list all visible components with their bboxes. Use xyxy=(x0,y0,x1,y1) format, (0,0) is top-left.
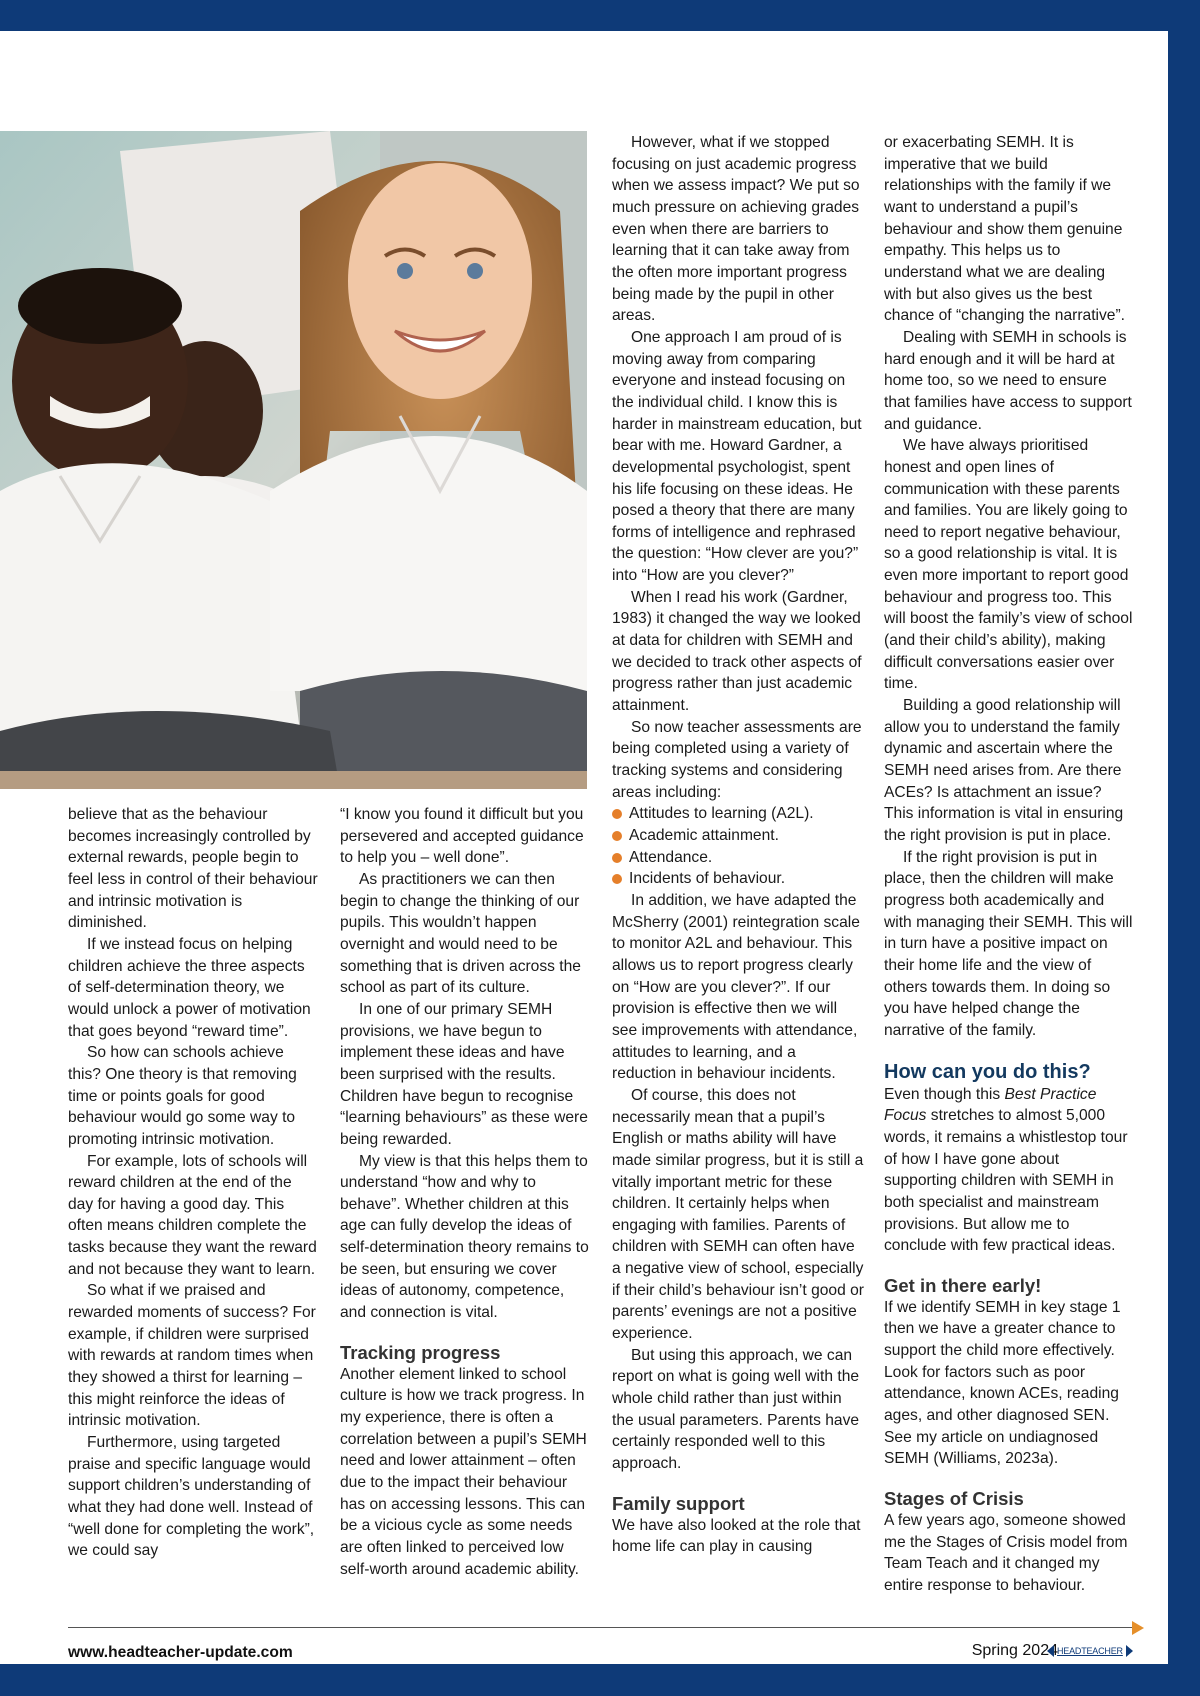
page xyxy=(0,31,1168,1664)
list-item: Attendance. xyxy=(612,847,864,869)
spacer xyxy=(884,1257,1134,1275)
paragraph: So what if we praised and rewarded moments of success? For example, if children were surprised with rewards at random times when they showed a thirst for learning – this might reinforce the ideas of intrinsic motivation. xyxy=(68,1282,316,1430)
section-heading-get-in-there-early: Get in there early! xyxy=(884,1274,1042,1296)
list-item: Attitudes to learning (A2L). xyxy=(612,803,864,825)
footer-issue-date: Spring 2024 xyxy=(971,1642,1058,1659)
section-heading-family-support: Family support xyxy=(612,1492,745,1514)
paragraph xyxy=(884,1084,1134,1257)
article-column-2 xyxy=(340,804,590,1580)
paragraph: If we instead focus on helping children achieve the three aspects of self-determination theory, we would unlock a power of motivation that goes beyond “reward time”. xyxy=(68,935,311,1040)
next-page-arrow-icon[interactable] xyxy=(1132,1621,1144,1635)
paragraph: Furthermore, using targeted praise and specific language would support children’s understanding of what they had done well. Instead of “well done for completing the work”, we could say xyxy=(68,1434,315,1560)
right-triangle-icon xyxy=(1126,1645,1133,1657)
section-heading-stages-of-crisis: Stages of Crisis xyxy=(884,1488,1024,1510)
paragraph: One approach I am proud of is moving away from comparing everyone and instead focusing on the individual child. I know this is harder in mainstream education, but bear with me. Howard Gardner, a developmental psychologist, spent his life focusing on these ideas. He posed a theory that there are many forms of intelligence and rephrased the question: “How clever are you?” into “How are you clever?” xyxy=(612,328,862,585)
children-photo xyxy=(0,131,587,789)
text-run: Even though this xyxy=(884,1085,1005,1103)
article-column-3 xyxy=(612,132,864,1558)
paragraph: We have always prioritised honest and open lines of communication with these parents and families. You are likely going to need to report negative behaviour, so a good relationship is vital. It is even more important to report good behaviour and progress too. This will boost the family’s view of school (and their child’s ability), making difficult conversations easier over time. xyxy=(884,437,1133,693)
paragraph: or exacerbating SEMH. It is imperative that we build relationships with the family if we want to understand a pupil’s behaviour and show them genuine empathy. This helps us to understand what we are dealing with but also gives us the best chance of “changing the narrative”. xyxy=(884,134,1125,325)
paragraph: We have also looked at the role that home life can play in causing xyxy=(612,1516,861,1556)
paragraph: Building a good relationship will allow you to understand the family dynamic and ascertain where the SEMH need arises from. Are there ACEs? Is attachment an issue? This information is vital in ensuring the right provision is put in place. xyxy=(884,697,1124,844)
paragraph: As practitioners we can then begin to change the thinking of our pupils. This wouldn’t happen overnight and would need to be something that is driven across the school as part of its culture. xyxy=(340,870,581,997)
footer-divider xyxy=(68,1627,1132,1628)
paragraph: Of course, this does not necessarily mean that a pupil’s English or maths ability will have made similar progress, but it is still a vitally important metric for these children. It certainly helps when engaging with families. Parents of children with SEMH can often have a negative view of school, especially if their child’s behaviour isn’t good or parents’ evenings are not a positive experience. xyxy=(612,1086,864,1343)
text-run: stretches to almost 5,000 words, it remains a whistlestop tour of how I have gone about supporting children with SEMH in both specialist and mainstream provisions. But allow me to conclude with few practical ideas. xyxy=(884,1107,1128,1255)
section-heading-how-can-you-do-this: How can you do this? xyxy=(884,1060,1091,1083)
footer-website-link[interactable]: www.headteacher-update.com xyxy=(68,1644,293,1661)
list-item: Academic attainment. xyxy=(612,825,864,847)
spacer xyxy=(340,1324,590,1342)
section-heading-tracking-progress: Tracking progress xyxy=(340,1341,501,1363)
bullet-list xyxy=(612,803,864,890)
paragraph: So now teacher assessments are being completed using a variety of tracking systems and considering areas including: xyxy=(612,718,862,801)
left-triangle-icon xyxy=(1047,1645,1054,1657)
paragraph: For example, lots of schools will reward children at the end of the day for having a good day. This often means children complete the tasks because they want the reward and not because they want to learn. xyxy=(68,1152,317,1278)
paragraph: But using this approach, we can report on what is going well with the whole child rather than just within the usual parameters. Parents have certainly responded well to this approach. xyxy=(612,1346,860,1473)
paragraph: If we identify SEMH in key stage 1 then we have a greater chance to support the child more effectively. Look for factors such as poor attendance, known ACEs, reading ages, and other diagnosed SEN. See my article on undiagnosed SEMH (Williams, 2023a). xyxy=(884,1298,1121,1468)
paragraph: My view is that this helps them to understand “how and why to behave”. Whether children at this age can fully develop the ideas of self-determination theory remains to be seen, but ensuring we cover ideas of autonomy, competence, and connection is vital. xyxy=(340,1152,589,1322)
spacer xyxy=(612,1475,864,1493)
paragraph: So how can schools achieve this? One theory is that removing time or points goals for good behaviour would go some way to promoting intrinsic motivation. xyxy=(68,1044,297,1148)
article-column-4 xyxy=(884,132,1134,1597)
paragraph: A few years ago, someone showed me the Stages of Crisis model from Team Teach and it changed my entire response to behaviour. xyxy=(884,1512,1128,1595)
paragraph: When I read his work (Gardner, 1983) it changed the way we looked at data for children with SEMH and we decided to track other aspects of progress rather than just academic attainment. xyxy=(612,588,862,715)
list-item: Incidents of behaviour. xyxy=(612,868,864,890)
paragraph: In addition, we have adapted the McSherry (2001) reintegration scale to monitor A2L and behaviour. This allows us to report progress clearly on “How are you clever?”. If our provision is effective then we will see improvements with attendance, attitudes to learning, and a reduction in behaviour incidents. xyxy=(612,891,860,1083)
paragraph: If the right provision is put in place, then the children will make progress both academically and with managing their SEMH. This will in turn have a positive impact on their home life and the view of others towards them. In doing so you have helped change the narrative of the family. xyxy=(884,848,1133,1039)
article-column-1 xyxy=(68,804,318,1562)
paragraph: In one of our primary SEMH provisions, we have begun to implement these ideas and have been surprised with the results. Children have begun to recognise “learning behaviours” as these were being rewarded. xyxy=(340,1000,588,1148)
paragraph: However, what if we stopped focusing on just academic progress when we assess impact? We put so much pressure on achieving grades even when there are barriers to learning that it can take away from the often more important progress being made by the pupil in other areas. xyxy=(612,134,860,325)
paragraph: believe that as the behaviour becomes increasingly controlled by external rewards, people begin to feel less in control of their behaviour and intrinsic motivation is diminished. xyxy=(68,806,318,932)
spacer xyxy=(884,1470,1134,1488)
paragraph: Dealing with SEMH in schools is hard enough and it will be hard at home too, so we need to ensure that families have access to support and guidance. xyxy=(884,328,1132,433)
footer-logo xyxy=(1047,1640,1131,1662)
logo-wordmark: HEADTEACHER xyxy=(1057,1646,1123,1656)
paragraph: Another element linked to school culture is how we track progress. In my experience, there is often a correlation between a pupil’s SEMH need and lower attainment – often due to the impact their behaviour has on accessing lessons. This can be a vicious cycle as some needs are often linked to perceived low self-worth around academic ability. xyxy=(340,1365,587,1578)
spacer xyxy=(884,1042,1134,1060)
paragraph: “I know you found it difficult but you persevered and accepted guidance to help you – well done”. xyxy=(340,806,584,867)
publication-name: Best Practice Focus xyxy=(884,1085,1097,1125)
